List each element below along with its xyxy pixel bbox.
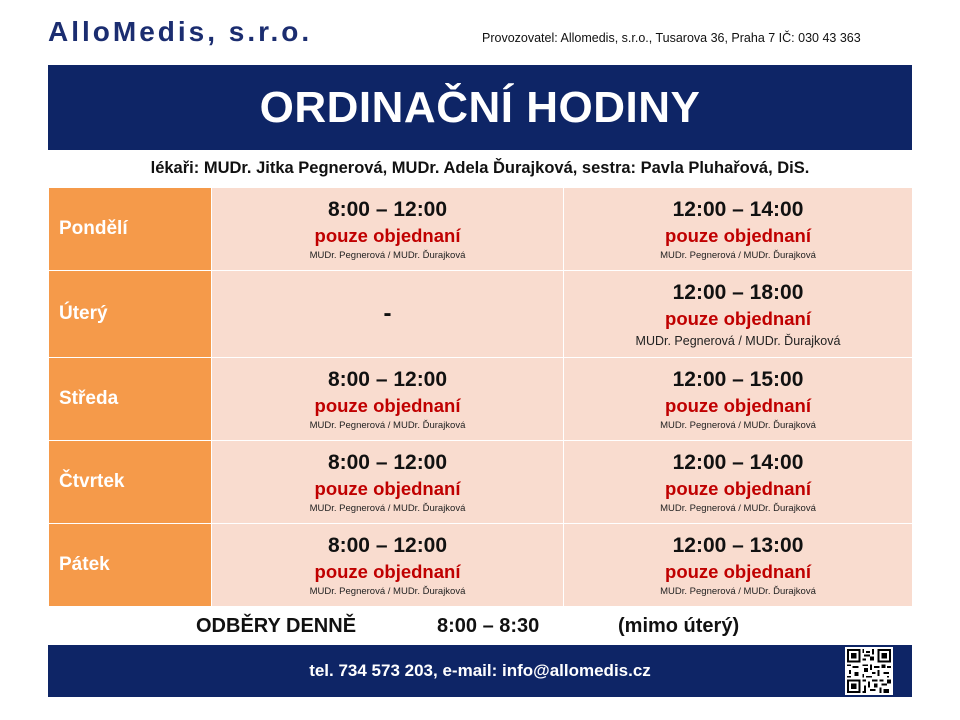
office-hours-table <box>48 187 913 607</box>
morning-slot <box>212 524 564 607</box>
table-row <box>49 524 913 607</box>
slot-doctors: MUDr. Pegnerová / MUDr. Ďurajková <box>309 586 466 597</box>
day-label: Pátek <box>49 524 212 607</box>
slot-time: 8:00 – 12:00 <box>327 534 448 557</box>
page-title: ORDINAČNÍ HODINY <box>259 82 701 132</box>
day-label: Pondělí <box>49 188 212 271</box>
slot-doctors: MUDr. Pegnerová / MUDr. Ďurajková <box>660 250 816 261</box>
slot-doctors: MUDr. Pegnerová / MUDr. Ďurajková <box>635 333 841 348</box>
blood-draws-label: ODBĚRY DENNĚ <box>196 615 357 637</box>
slot-doctors: MUDr. Pegnerová / MUDr. Ďurajková <box>660 420 816 431</box>
blood-draws-time: 8:00 – 8:30 <box>437 615 540 637</box>
company-logo: AlloMedis, s.r.o. <box>48 16 313 47</box>
slot-doctors: MUDr. Pegnerová / MUDr. Ďurajková <box>309 250 466 261</box>
slot-time: 8:00 – 12:00 <box>327 451 448 474</box>
slot-time: 12:00 – 14:00 <box>672 451 804 474</box>
slot-note: pouze objednaní <box>314 561 461 582</box>
slot-note: pouze objednaní <box>314 478 461 499</box>
afternoon-slot <box>564 524 913 607</box>
operator-info: Provozovatel: Allomedis, s.r.o., Tusarova 36, Praha 7 IČ: 030 43 363 <box>482 31 861 45</box>
slot-doctors: MUDr. Pegnerová / MUDr. Ďurajková <box>660 586 816 597</box>
morning-slot <box>212 441 564 524</box>
table-row <box>49 441 913 524</box>
afternoon-slot <box>564 358 913 441</box>
slot-time: 12:00 – 15:00 <box>672 368 804 391</box>
morning-slot <box>212 188 564 271</box>
morning-slot <box>212 358 564 441</box>
slot-note: pouze objednaní <box>314 225 461 246</box>
morning-slot <box>212 271 564 358</box>
slot-note: pouze objednaní <box>314 395 461 416</box>
slot-doctors: MUDr. Pegnerová / MUDr. Ďurajková <box>309 420 466 431</box>
day-label: Středa <box>49 358 212 441</box>
slot-doctors: MUDr. Pegnerová / MUDr. Ďurajková <box>660 503 816 514</box>
qr-code-icon <box>845 647 893 695</box>
slot-doctors: MUDr. Pegnerová / MUDr. Ďurajková <box>309 503 466 514</box>
afternoon-slot <box>564 188 913 271</box>
slot-closed: - <box>383 300 392 327</box>
slot-time: 12:00 – 13:00 <box>672 534 804 557</box>
slot-note: pouze objednaní <box>665 478 811 499</box>
day-label: Čtvrtek <box>49 441 212 524</box>
day-label: Úterý <box>49 271 212 358</box>
slot-time: 8:00 – 12:00 <box>327 198 448 221</box>
contact-info: tel. 734 573 203, e-mail: info@allomedis.cz <box>309 661 651 680</box>
slot-note: pouze objednaní <box>665 307 811 329</box>
afternoon-slot <box>564 271 913 358</box>
table-row <box>49 188 913 271</box>
slot-note: pouze objednaní <box>665 225 811 246</box>
slot-time: 12:00 – 14:00 <box>672 198 804 221</box>
table-row <box>49 358 913 441</box>
table-row <box>49 271 913 358</box>
slot-time: 12:00 – 18:00 <box>672 280 804 304</box>
footer-bar <box>48 645 912 697</box>
title-banner <box>48 65 912 150</box>
blood-draws-note: (mimo úterý) <box>618 615 740 637</box>
blood-draws-line <box>48 608 912 645</box>
slot-note: pouze objednaní <box>665 561 811 582</box>
slot-note: pouze objednaní <box>665 395 811 416</box>
afternoon-slot <box>564 441 913 524</box>
slot-time: 8:00 – 12:00 <box>327 368 448 391</box>
staff-list: lékaři: MUDr. Jitka Pegnerová, MUDr. Adela Ďurajková, sestra: Pavla Pluhařová, DiS. <box>150 159 810 177</box>
